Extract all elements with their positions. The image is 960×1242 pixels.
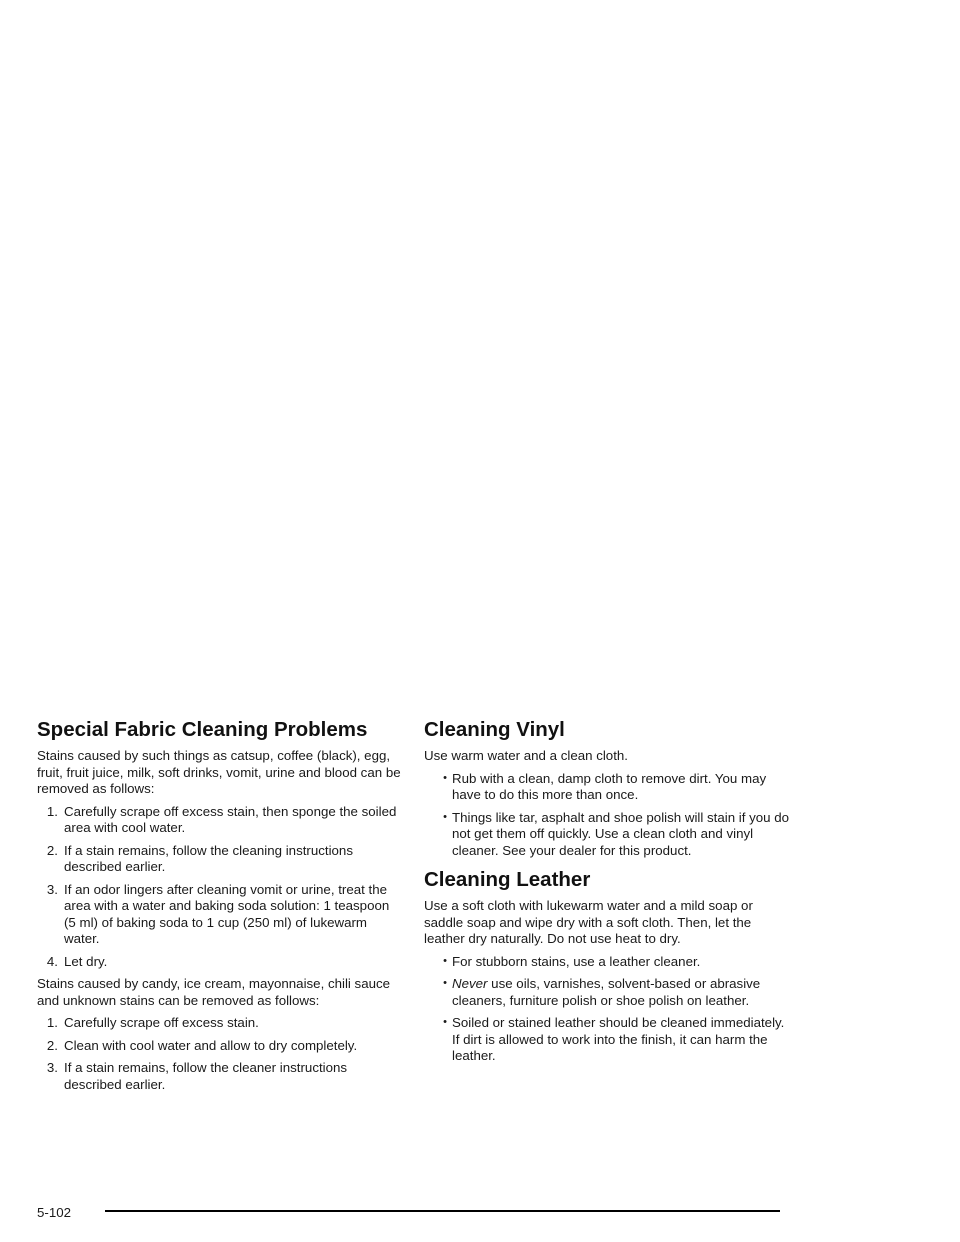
leather-bullets: [424, 954, 794, 1065]
special-fabric-heading: Special Fabric Cleaning Problems: [37, 718, 368, 741]
list-item: • Never use oils, varnishes, solvent-based or abrasive cleaners, furniture polish or shoe polish on leather.: [424, 976, 794, 1009]
list-item: • Rub with a clean, damp cloth to remove dirt. You may have to do this more than once.: [424, 771, 794, 804]
bullet-icon: •: [443, 954, 447, 967]
left-column: [37, 718, 402, 1093]
list-item: 1. Carefully scrape off excess stain, then sponge the soiled area with cool water.: [46, 803, 397, 835]
cleaning-leather-heading: Cleaning Leather: [424, 868, 591, 891]
list-item: 2. If a stain remains, follow the cleaning instructions described earlier.: [46, 842, 353, 874]
list-item: • For stubborn stains, use a leather cleaner.: [424, 954, 794, 971]
steps-list-1: [37, 804, 402, 971]
bullet-icon: •: [443, 977, 447, 989]
cleaning-vinyl-heading: Cleaning Vinyl: [424, 718, 565, 741]
list-item: 3. If a stain remains, follow the cleaner instructions described earlier.: [46, 1060, 348, 1092]
list-item: 2. Clean with cool water and allow to dry completely.: [46, 1037, 358, 1053]
steps-list-2: [37, 1015, 402, 1093]
right-column: [424, 718, 794, 1065]
footer-rule: [105, 1210, 780, 1212]
bullet-icon: •: [443, 810, 447, 823]
bullet-icon: •: [443, 1016, 447, 1028]
bullet-icon: •: [443, 771, 447, 784]
list-item: • Things like tar, asphalt and shoe polish will stain if you do not get them off quickly. Use a clean cloth and vinyl cleaner. See your dealer for this product.: [424, 810, 794, 860]
stain-intro-2: Stains caused by candy, ice cream, mayonnaise, chili sauce and unknown stains can be removed as follows:: [37, 976, 391, 1008]
leather-intro: Use a soft cloth with lukewarm water and a mild soap or saddle soap and wipe dry with a soft cloth. Then, let the leather dry naturally. Do not use heat to dry.: [424, 898, 753, 946]
vinyl-bullets: [424, 771, 794, 860]
list-item: 4. Let dry.: [46, 953, 108, 969]
vinyl-intro: Use warm water and a clean cloth.: [424, 748, 628, 763]
list-item: • Soiled or stained leather should be cleaned immediately. If dirt is allowed to work into the finish, it can harm the leather.: [424, 1015, 794, 1065]
stain-intro-1: Stains caused by such things as catsup, coffee (black), egg, fruit, fruit juice, milk, soft drinks, vomit, urine and blood can be removed as follows:: [37, 748, 401, 796]
page-number: 5-102: [37, 1205, 72, 1220]
list-item: 3. If an odor lingers after cleaning vomit or urine, treat the area with a water and baking soda solution: 1 teaspoon (5 ml) of baking soda to 1 cup (250 ml) of lukewarm water.: [46, 881, 390, 946]
list-item: 1. Carefully scrape off excess stain.: [46, 1015, 259, 1030]
never-emphasis: Never: [452, 976, 488, 991]
